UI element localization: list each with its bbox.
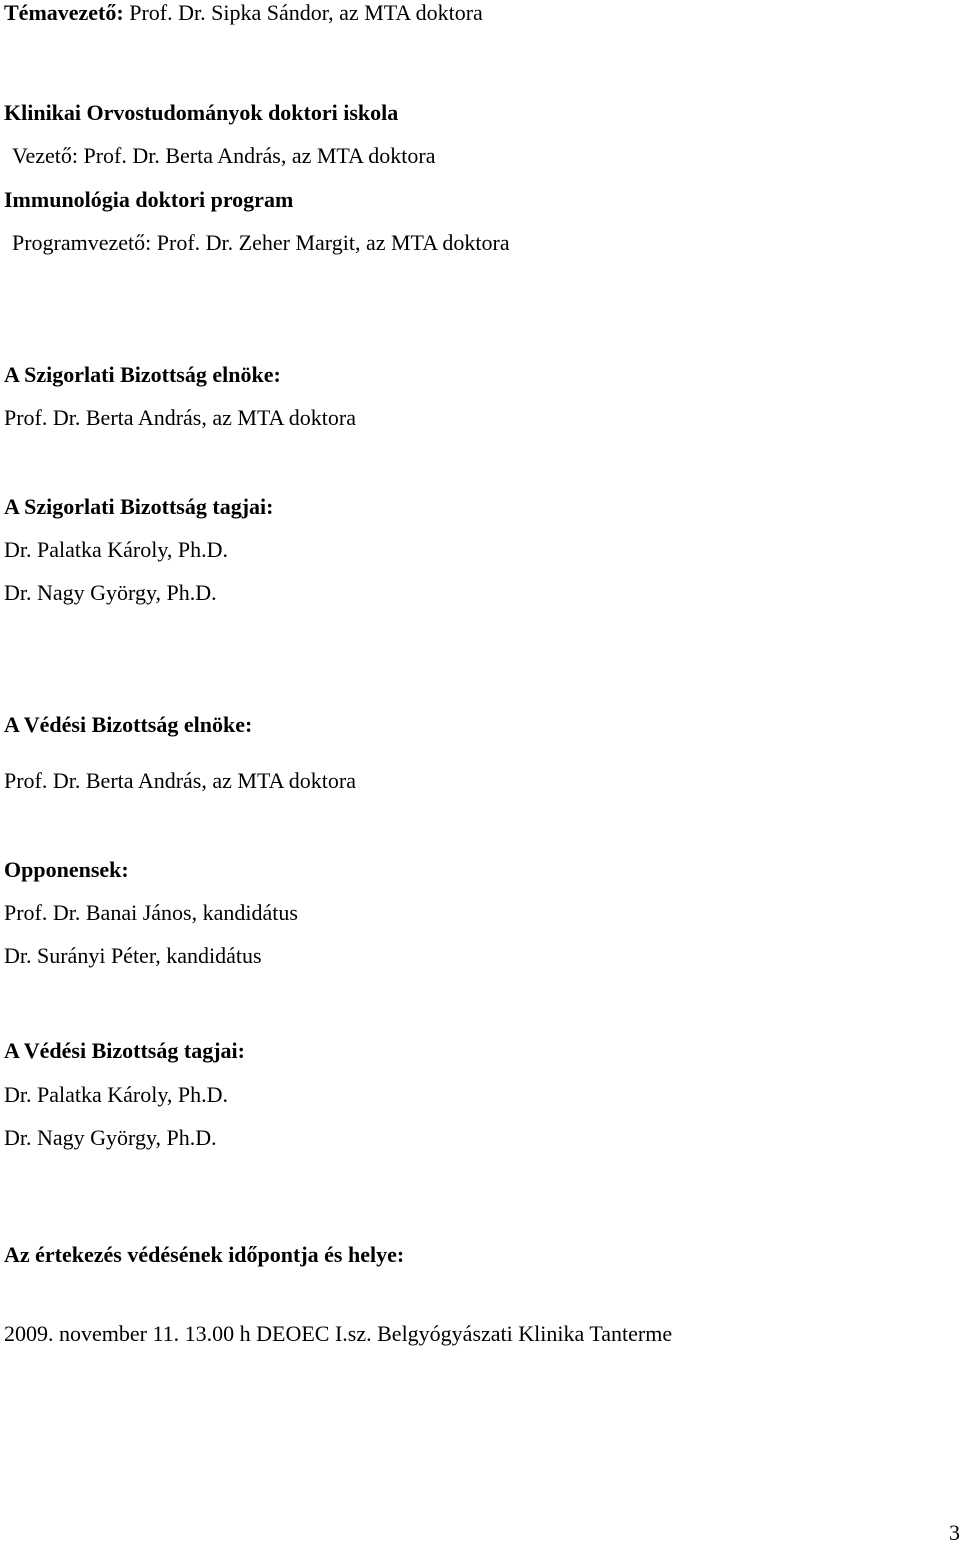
defense-committee-members-heading: A Védési Bizottság tagjai: [4,1038,245,1063]
doctoral-school-title: Klinikai Orvostudományok doktori iskola [4,100,399,125]
defense-committee-chair-heading: A Védési Bizottság elnöke: [4,712,253,737]
doctoral-program-title: Immunológia doktori program [4,187,294,212]
defense-time-place-heading: Az értekezés védésének időpontja és helye: [4,1242,405,1267]
exam-committee-member: Dr. Palatka Károly, Ph.D. [4,537,229,562]
defense-committee-member: Dr. Nagy György, Ph.D. [4,1125,217,1150]
exam-committee-chair: Prof. Dr. Berta András, az MTA doktora [4,405,356,430]
doctoral-program-leader: Programvezető: Prof. Dr. Zeher Margit, az MTA doktora [12,230,510,255]
supervisor-value: Prof. Dr. Sipka Sándor, az MTA doktora [123,0,483,25]
supervisor-line [4,0,483,26]
opponent-item: Dr. Surányi Péter, kandidátus [4,943,262,968]
doctoral-school-leader: Vezető: Prof. Dr. Berta András, az MTA doktora [12,143,436,168]
defense-time-place-details: 2009. november 11. 13.00 h DEOEC I.sz. Belgyógyászati Klinika Tanterme [4,1321,673,1346]
opponents-heading: Opponensek: [4,857,129,882]
supervisor-label: Témavezető: [4,0,124,25]
defense-committee-chair: Prof. Dr. Berta András, az MTA doktora [4,768,356,793]
page-number: 3 [949,1520,960,1545]
opponent-item: Prof. Dr. Banai János, kandidátus [4,900,298,925]
exam-committee-member: Dr. Nagy György, Ph.D. [4,580,217,605]
defense-committee-member: Dr. Palatka Károly, Ph.D. [4,1082,229,1107]
exam-committee-chair-heading: A Szigorlati Bizottság elnöke: [4,362,281,387]
exam-committee-members-heading: A Szigorlati Bizottság tagjai: [4,494,274,519]
